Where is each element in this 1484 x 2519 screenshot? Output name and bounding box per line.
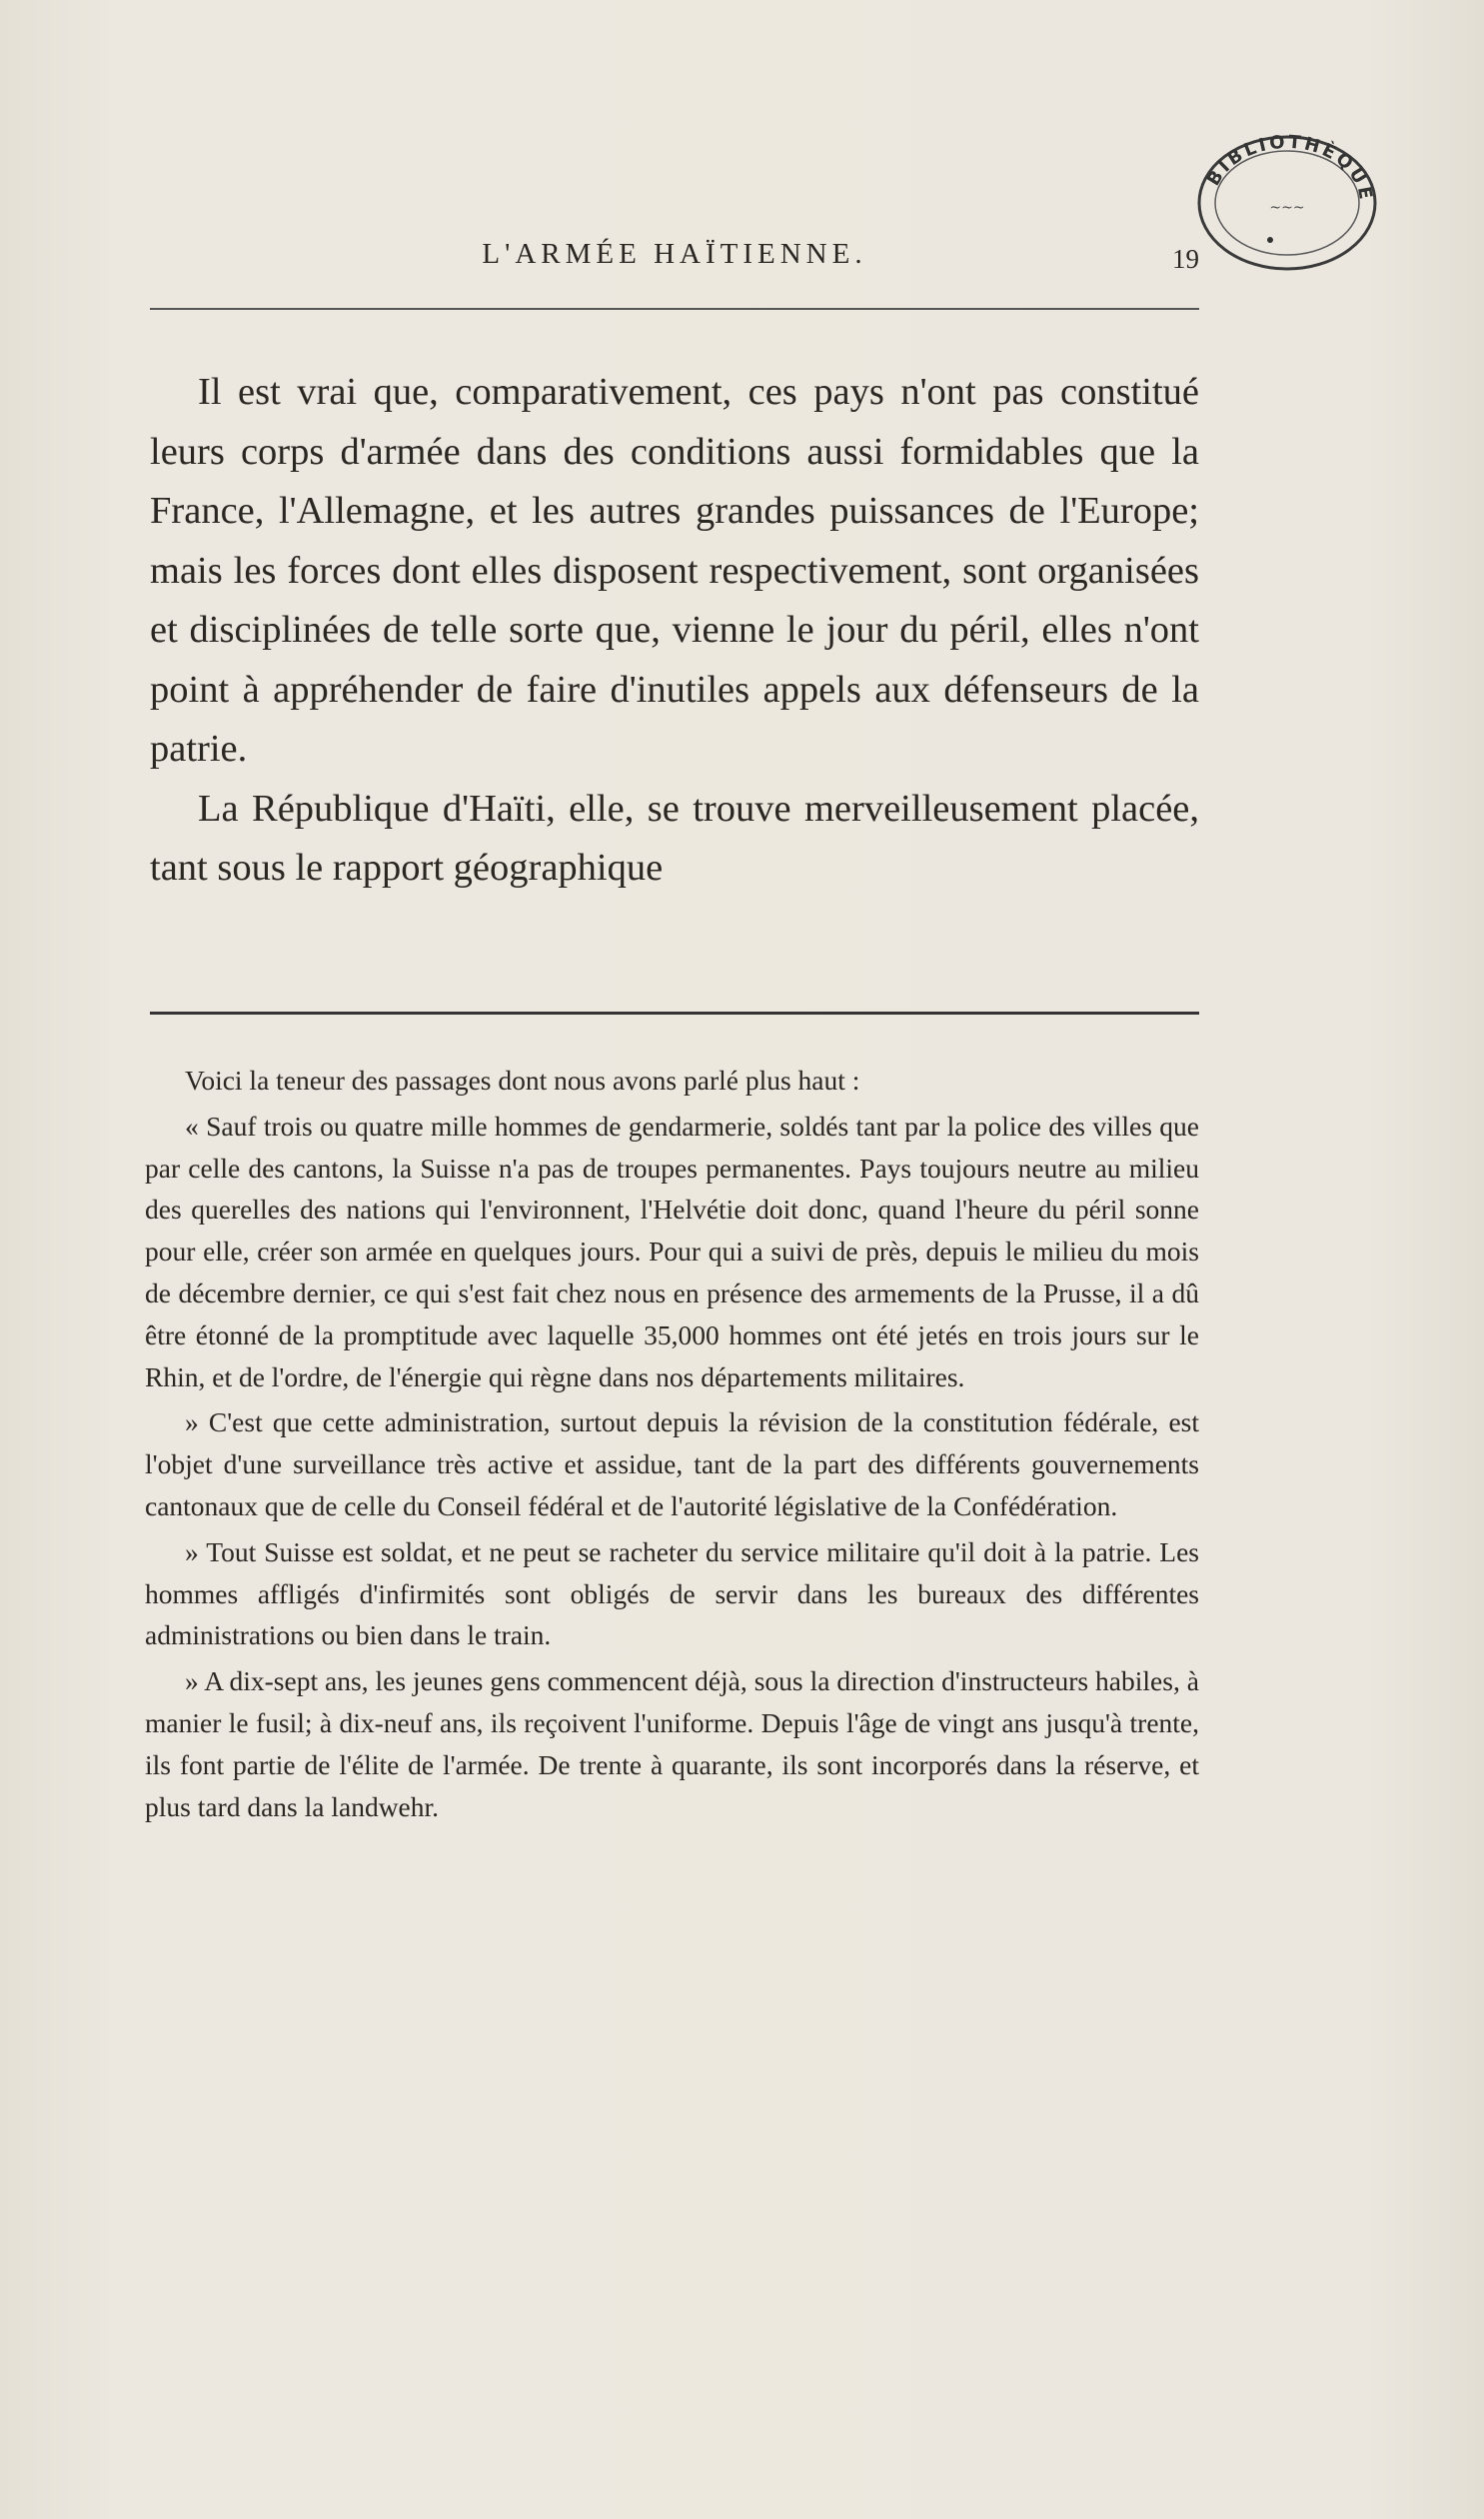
footnote	[145, 1060, 1199, 1831]
footnote-paragraph: Voici la teneur des passages dont nous avons parlé plus haut :	[185, 1065, 860, 1096]
stamp-text: BIBLIOTHÈQUE	[1202, 131, 1377, 204]
svg-text:~~~: ~~~	[1269, 200, 1305, 216]
footnote-paragraph: » C'est que cette administration, surtout depuis la révision de la constitution fédérale, est l'objet d'une surveillance très active et assidue, tant de la part des différents gouvernements cantonaux que de celle du Conseil fédéral et de l'autorité législative de la Confédération.	[145, 1406, 1199, 1521]
header-rule	[150, 308, 1199, 310]
footnote-rule	[150, 1012, 1199, 1015]
main-text	[150, 363, 1199, 899]
footnote-paragraph: » Tout Suisse est soldat, et ne peut se racheter du service militaire qu'il doit à la patrie. Les hommes affligés d'infirmités sont obligés de servir dans les bureaux des différentes administrations ou bien dans le train.	[145, 1535, 1199, 1651]
body-paragraph: La République d'Haïti, elle, se trouve merveilleusement placée, tant sous le rapport géographique	[150, 787, 1199, 889]
running-title: L'ARMÉE HAÏTIENNE.	[482, 238, 867, 270]
footnote-paragraph: » A dix-sept ans, les jeunes gens commencent déjà, sous la direction d'instructeurs habiles, à manier le fusil; à dix-neuf ans, ils reçoivent l'uniforme. Depuis l'âge de vingt ans jusqu'à trente, ils font partie de l'élite de l'armée. De trente à quarante, ils sont incorporés dans la réserve, et plus tard dans la landwehr.	[145, 1665, 1199, 1822]
svg-text:BIBLIOTHÈQUE	[1203, 132, 1377, 204]
body-paragraph: Il est vrai que, comparativement, ces pays n'ont pas constitué leurs corps d'armée dans des conditions aussi formidables que la France, l'Allemagne, et les autres grandes puissances de l'Europe; mais les forces dont elles disposent respectivement, sont organisées et disciplinées de telle sorte que, vienne le jour du péril, elles n'ont point à appréhender de faire d'inutiles appels aux défenseurs de la patrie.	[150, 371, 1199, 770]
page-header	[150, 238, 1199, 298]
footnote-paragraph: « Sauf trois ou quatre mille hommes de gendarmerie, soldés tant par la police des villes que par celle des cantons, la Suisse n'a pas de troupes permanentes. Pays toujours neutre au milieu des querelles des nations qui l'environnent, l'Helvétie doit donc, quand l'heure du péril sonne pour elle, créer son armée en quelques jours. Pour qui a suivi de près, depuis le milieu du mois de décembre dernier, ce qui s'est fait chez nous en présence des armements de la Prusse, il a dû être étonné de la promptitude avec laquelle 35,000 hommes ont été jetés en trois jours sur le Rhin, et de l'ordre, de l'énergie qui règne dans nos départements militaires.	[145, 1110, 1199, 1392]
library-stamp-icon	[1192, 128, 1382, 278]
page-number: 19	[1172, 244, 1199, 274]
